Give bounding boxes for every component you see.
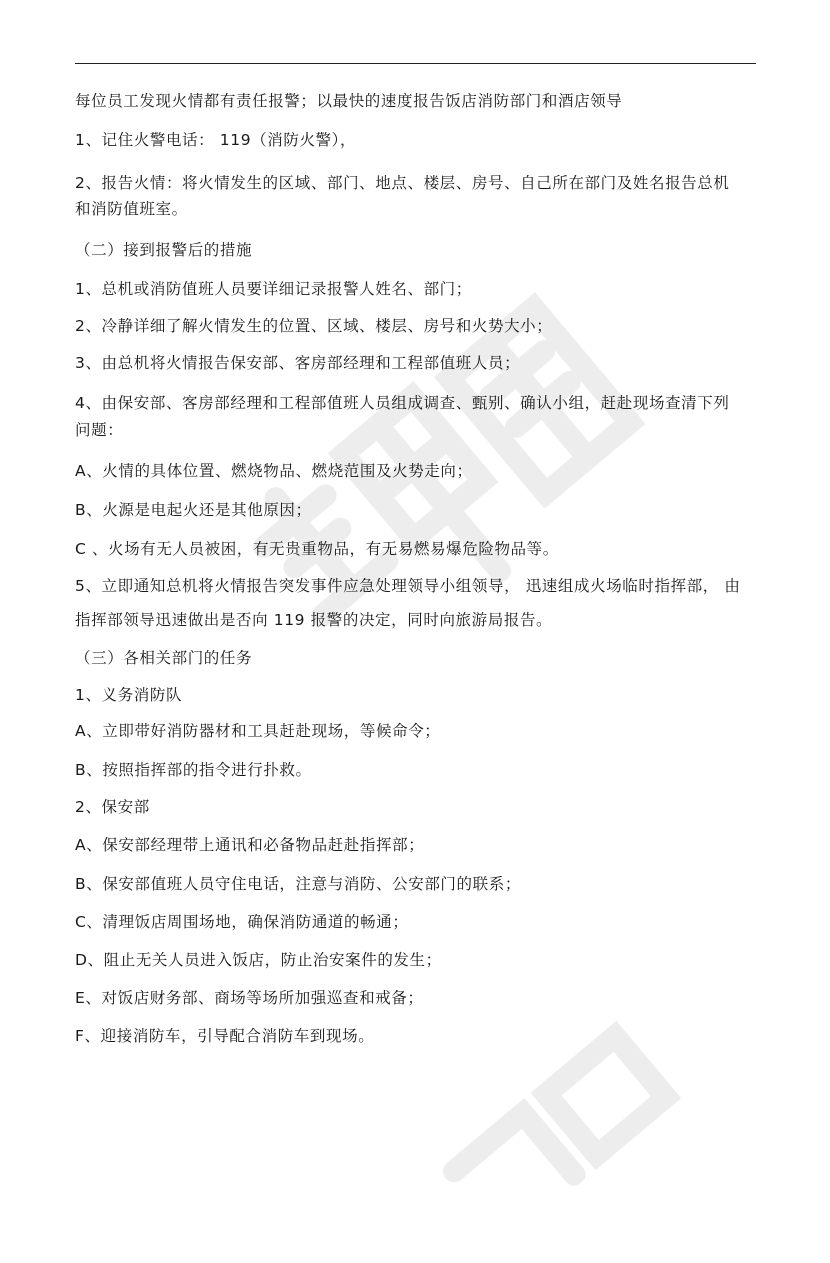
list-item: 1、总机或消防值班人员要详细记录报警人姓名、部门； xyxy=(75,280,472,298)
list-item: C、清理饭店周围场地，确保消防通道的畅通； xyxy=(75,913,409,931)
watermark-fragment xyxy=(412,1000,688,1259)
item-fire-phone: 1、记住火警电话： 119（消防火警）， xyxy=(75,131,357,149)
list-item: 5、立即通知总机将火情报告突发事件应急处理领导小组领导， 迅速组成火场临时指挥部， 由 xyxy=(75,577,741,595)
subsection-heading: 1、义务消防队 xyxy=(75,686,183,704)
list-item: A、保安部经理带上通讯和必备物品赶赴指挥部； xyxy=(75,836,425,854)
list-item-cont: 指挥部领导迅速做出是否向 119 报警的决定，同时向旅游局报告。 xyxy=(75,611,553,629)
section-heading-3: （三）各相关部门的任务 xyxy=(75,649,253,667)
paragraph-intro: 每位员工发现火情都有责任报警；以最快的速度报告饭店消防部门和酒店领导 xyxy=(75,92,623,110)
list-item: A、火情的具体位置、燃烧物品、燃烧范围及火势走向； xyxy=(75,462,473,480)
list-item: 4、由保安部、客房部经理和工程部值班人员组成调查、甄别、确认小组，赶赴现场查清下列 xyxy=(75,394,730,412)
list-item-cont: 问题： xyxy=(75,421,124,439)
list-item: C 、火场有无人员被困，有无贵重物品，有无易燃易爆危险物品等。 xyxy=(75,540,559,558)
list-item: F、迎接消防车，引导配合消防车到现场。 xyxy=(75,1027,375,1045)
list-item: 2、冷静详细了解火情发生的位置、区域、楼层、房号和火势大小； xyxy=(75,317,553,335)
list-item: A、立即带好消防器材和工具赶赴现场，等候命令； xyxy=(75,722,441,740)
list-item: E、对饭店财务部、商场等场所加强巡查和戒备； xyxy=(75,989,424,1007)
list-item: B、火源是电起火还是其他原因； xyxy=(75,501,312,519)
item-report-fire: 2、报告火情：将火情发生的区域、部门、地点、楼层、房号、自己所在部门及姓名报告总机 xyxy=(75,174,730,192)
header-rule xyxy=(75,63,756,64)
list-item: B、保安部值班人员守住电话，注意与消防、公安部门的联系； xyxy=(75,875,521,893)
section-heading-2: （二）接到报警后的措施 xyxy=(75,241,253,259)
subsection-heading: 2、保安部 xyxy=(75,798,150,816)
item-report-fire-cont: 和消防值班室。 xyxy=(75,200,188,218)
list-item: D、阻止无关人员进入饭店，防止治安案件的发生； xyxy=(75,951,442,969)
list-item: 3、由总机将火情报告保安部、客房部经理和工程部值班人员； xyxy=(75,354,521,372)
list-item: B、按照指挥部的指令进行扑救。 xyxy=(75,761,312,779)
